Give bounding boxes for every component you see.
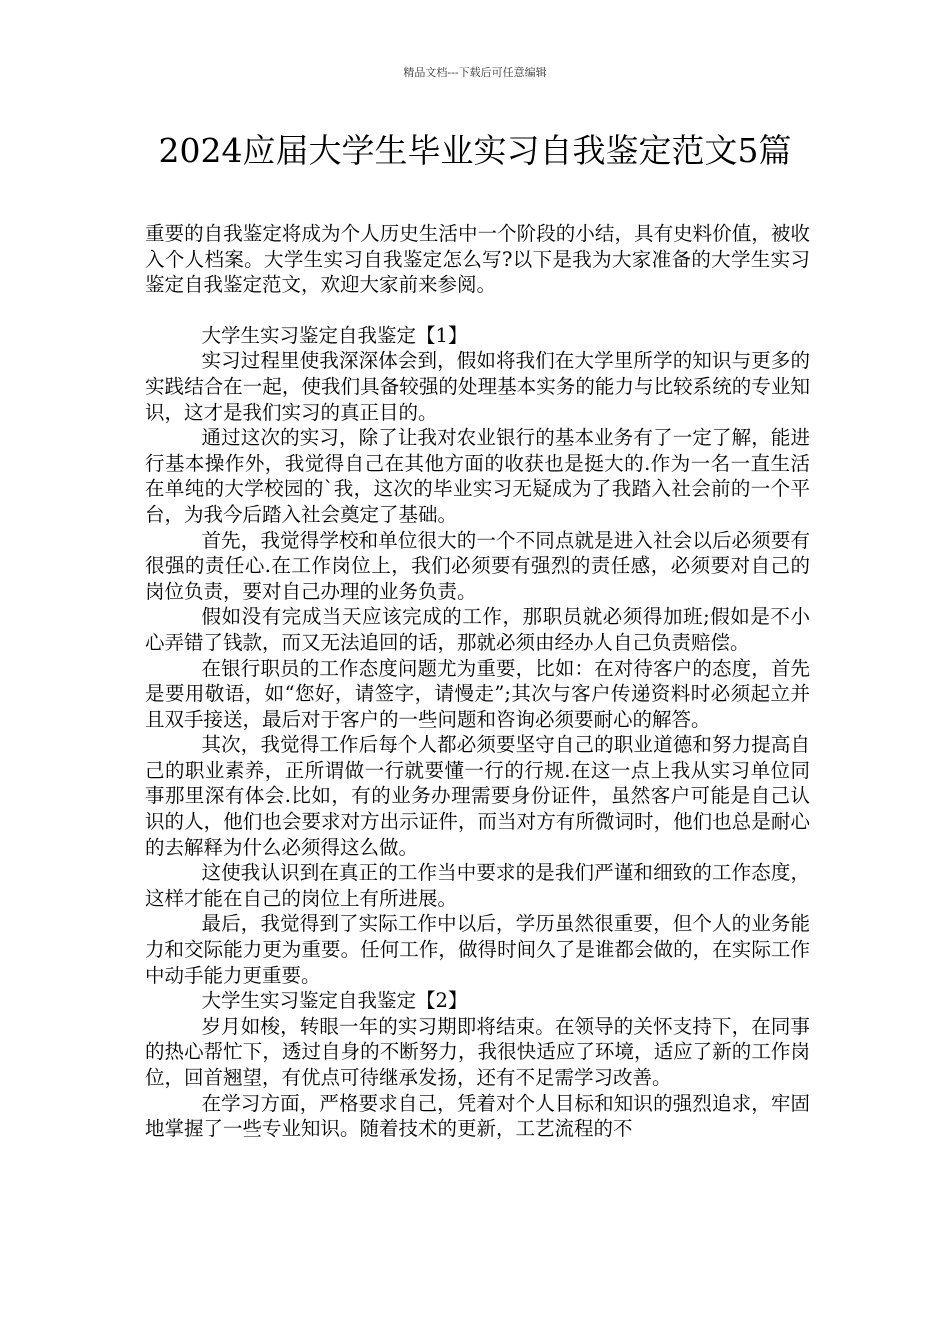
body-paragraph: 在银行职员的工作态度问题尤为重要，比如：在对待客户的态度，首先是要用敬语，如“您好，请签字，请慢走”;其次与客户传递资料时必须起立并且双手接送，最后对于客户的一些问题和咨询必须要耐心的解答。 xyxy=(145,656,810,731)
body-paragraph: 实习过程里使我深深体会到，假如将我们在大学里所学的知识与更多的实践结合在一起，使我们具备较强的处理基本实务的能力与比较系统的专业知识，这才是我们实习的真正目的。 xyxy=(145,349,810,424)
body-paragraph: 最后，我觉得到了实际工作中以后，学历虽然很重要，但个人的业务能力和交际能力更为重要。任何工作，做得时间久了是谁都会做的，在实际工作中动手能力更重要。 xyxy=(145,912,810,987)
body-paragraph: 假如没有完成当天应该完成的工作，那职员就必须得加班;假如是不小心弄错了钱款，而又无法追回的话，那就必须由经办人自己负责赔偿。 xyxy=(145,605,810,654)
intro-paragraph: 重要的自我鉴定将成为个人历史生活中一个阶段的小结，具有史料价值，被收入个人档案。大学生实习自我鉴定怎么写?以下是我为大家准备的大学生实习鉴定自我鉴定范文，欢迎大家前来参阅。 xyxy=(145,222,810,297)
section-heading-1: 大学生实习鉴定自我鉴定【1】 xyxy=(201,323,468,347)
body-paragraph: 首先，我觉得学校和单位很大的一个不同点就是进入社会以后必须要有很强的责任心.在工作岗位上，我们必须要有强烈的责任感，必须要对自己的岗位负责，要对自己办理的业务负责。 xyxy=(145,528,810,603)
body-paragraph: 在学习方面，严格要求自己，凭着对个人目标和知识的强烈追求，牢固地掌握了一些专业知识。随着技术的更新，工艺流程的不 xyxy=(145,1091,810,1141)
page-header-note: 精品文档---下载后可任意编辑 xyxy=(403,66,547,79)
body-paragraph: 岁月如梭，转眼一年的实习期即将结束。在领导的关怀支持下，在同事的热心帮忙下，透过自身的不断努力，我很快适应了环境，适应了新的工作岗位，回首翘望，有优点可待继承发扬，还有不足需学习改善。 xyxy=(145,1014,810,1089)
body-paragraph: 这使我认识到在真正的工作当中要求的是我们严谨和细致的工作态度，这样才能在自己的岗位上有所进展。 xyxy=(145,861,810,910)
body-paragraph: 其次，我觉得工作后每个人都必须要坚守自己的职业道德和努力提高自己的职业素养，正所谓做一行就要懂一行的行规.在这一点上我从实习单位同事那里深有体会.比如，有的业务办理需要身份证件，虽然客户可能是自己认识的人，他们也会要求对方出示证件，而当对方有所微词时，他们也总是耐心的去解释为什么必须得这么做。 xyxy=(145,733,810,859)
document-body xyxy=(145,221,810,1142)
section-heading-2: 大学生实习鉴定自我鉴定【2】 xyxy=(201,989,468,1013)
body-paragraph: 通过这次的实习，除了让我对农业银行的基本业务有了一定了解，能进行基本操作外，我觉得自己在其他方面的收获也是挺大的.作为一名一直生活在单纯的大学校园的`我，这次的毕业实习无疑成为了我踏入社会前的一个平台，为我今后踏入社会奠定了基础。 xyxy=(145,426,810,526)
document-title: 2024应届大学生毕业实习自我鉴定范文5篇 xyxy=(158,131,792,170)
